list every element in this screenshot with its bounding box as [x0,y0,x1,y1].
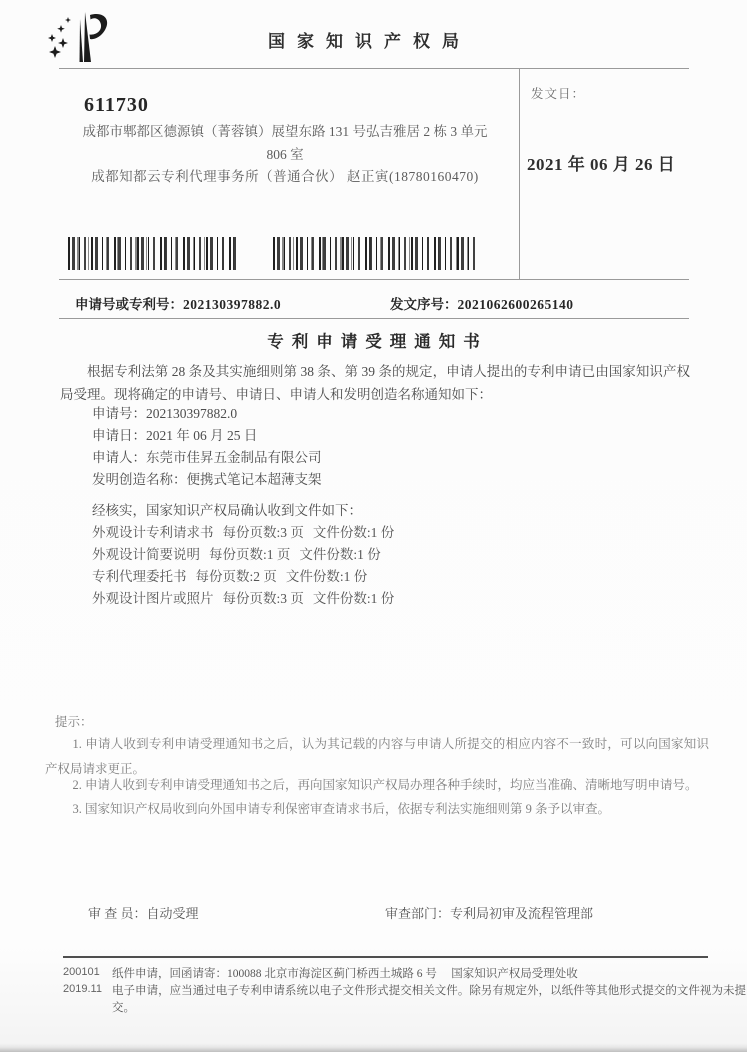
dispatch-date-value: 2021 年 06 月 26 日 [527,155,676,174]
dispatch-box-border [519,68,520,279]
footer-divider [63,956,708,958]
section-divider-upper [59,279,689,280]
agency-title: 国家知识产权局 [268,32,471,51]
department-value: 专利局初审及流程管理部 [450,906,594,921]
examiner-value: 自动受理 [146,906,199,921]
application-number-field [75,293,281,313]
field-application-number [92,402,237,422]
document-pages: 每份页数:3 页 [222,525,304,540]
recipient-line: 成都知都云专利代理事务所（普通合伙） 赵正寅(18780160470) [91,169,479,184]
dispatch-serial-value: 2021062600265140 [457,297,574,312]
field-value: 202130397882.0 [146,406,238,421]
cnipa-logo-icon [40,10,112,66]
recipient-address-block [60,121,510,189]
form-code: 200101 [63,966,100,978]
mail-routing-code: 611730 [84,94,149,116]
department-label: 审查部门： [385,906,451,921]
document-name: 外观设计图片或照片 [92,591,214,606]
document-pages: 每份页数:2 页 [195,569,277,584]
form-revision-date: 2019.11 [63,983,102,995]
documents-confirm-intro: 经核实，国家知识产权局确认收到文件如下： [92,503,362,518]
notice-intro-paragraph: 根据专利法第 28 条及其实施细则第 38 条、第 39 条的规定，申请人提出的专利申请已由国家知识产权局受理。现将确定的申请号、申请日、申请人和发明创造名称通知如下： [60,364,690,402]
field-value: 便携式笔记本超薄支架 [186,472,322,487]
document-name: 专利代理委托书 [92,569,187,584]
barcode-right [273,237,479,270]
department-field [385,903,593,922]
document-copies: 文件份数:1 份 [312,525,395,540]
document-copies: 文件份数:1 份 [299,547,381,562]
document-row [92,565,367,585]
document-name: 外观设计简要说明 [92,547,200,562]
document-pages: 每份页数:3 页 [222,591,304,606]
address-line-2: 806 室 [266,146,304,162]
page-bottom-edge [0,1043,747,1052]
notice-title: 专利申请受理通知书 [267,332,488,351]
tips-label: 提示： [55,715,93,729]
application-number-value: 202130397882.0 [183,297,282,312]
document-row [92,543,381,563]
field-label: 发明创造名称： [92,472,187,487]
header-divider [59,68,689,69]
field-application-date [92,424,257,444]
address-line-1: 成都市郫都区德源镇（菁蓉镇）展望东路 131 号弘吉雅居 2 栋 3 单元 [82,124,488,139]
document-pages: 每份页数:1 页 [209,547,291,562]
tip-item-3: 3. 国家知识产权局收到向外国申请专利保密审查请求书后，依据专利法实施细则第 9 条予以审查。 [72,802,611,816]
field-label: 申请人： [92,450,146,465]
field-applicant [92,446,322,466]
barcode-left [68,237,238,270]
document-row [92,521,394,541]
footer-paper-filing-note: 纸件申请，回函请寄：100088 北京市海淀区蓟门桥西土城路 6 号 国家知识产权局受理处收 [112,968,578,980]
document-copies: 文件份数:1 份 [312,591,395,606]
field-label: 申请号： [92,406,146,421]
tip-item-1: 1. 申请人收到专利申请受理通知书之后，认为其记载的内容与申请人所提交的相应内容不一致时，可以向国家知识产权局请求更正。 [45,737,709,776]
application-number-label: 申请号或专利号： [75,297,183,312]
examiner-label: 审 查 员： [88,906,147,921]
field-invention-title [92,468,322,488]
field-value: 2021 年 06 月 25 日 [146,428,258,443]
section-divider-lower [59,318,689,319]
footer-electronic-filing-note: 电子申请，应当通过电子专利申请系统以电子文件形式提交相关文件。除另有规定外，以纸件等其他形式提交的文件视为未提交。 [112,985,746,1014]
document-row [92,587,394,607]
dispatch-date-label: 发文日： [531,87,586,101]
dispatch-serial-label: 发文序号： [390,297,458,312]
document-name: 外观设计专利请求书 [92,525,214,540]
field-label: 申请日： [92,428,146,443]
document-copies: 文件份数:1 份 [285,569,368,584]
examiner-field [88,903,199,922]
field-value: 东莞市佳昇五金制品有限公司 [146,450,322,465]
dispatch-serial-field [390,293,574,313]
tip-item-2: 2. 申请人收到专利申请受理通知书之后，再向国家知识产权局办理各种手续时，均应当准确、清晰地写明申请号。 [72,778,698,792]
